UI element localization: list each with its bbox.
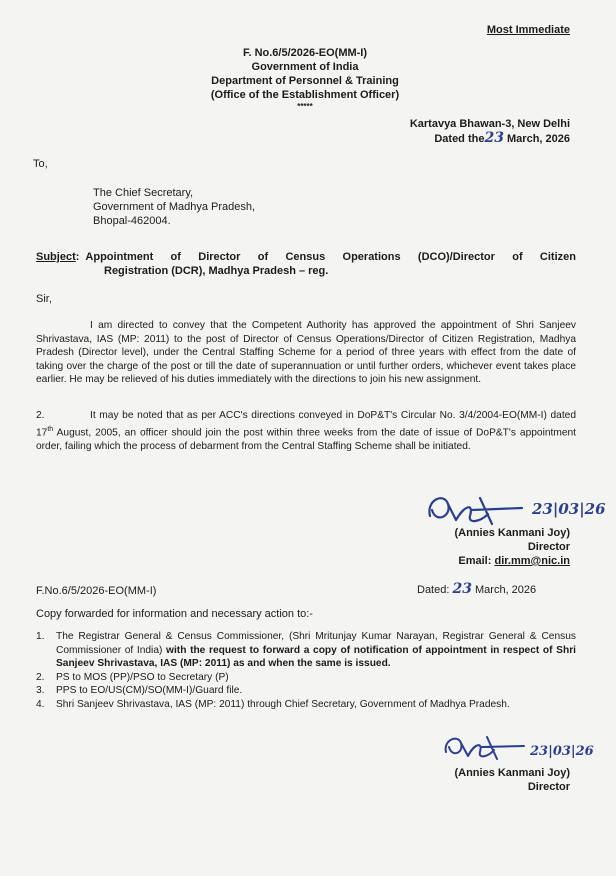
copy-file-number: F.No.6/5/2026-EO(MM-I): [36, 585, 157, 597]
body-paragraph-1: I am directed to convey that the Competent Authority has approved the appointment of Shri Sanjeev Shrivastava, IAS (MP: 2011) to the post of Director of Census Operations/Director of Citizen Registration, Madhya Pradesh (Director level), under the Central Staffing Scheme for a period of three years with effect from the date of taking over the charge of the post or till the date of superannuation or until further orders, whichever event takes place earlier. He may be relieved of his duties immediately with the directions to join his new assignment.: [36, 320, 576, 386]
subject-text-line-1: Appointment of Director of Census Operations (DCO)/Director of Citizen: [85, 251, 576, 263]
date-suffix: March, 2026: [503, 133, 570, 145]
list-item: [36, 630, 576, 671]
signature-1-handwritten-date: 23|03|26: [532, 500, 606, 518]
copy-handwritten-day: 23: [452, 581, 472, 597]
list-item-bold-text: with the request to forward a copy of notification of appointment in respect of Shri Sanjeev Shrivastava, IAS (MP: 2011) as and when the same is issued.: [56, 644, 576, 670]
signature-2-block: [454, 766, 570, 794]
list-item-number: 1.: [36, 631, 45, 642]
signatory-email-line: [454, 554, 570, 568]
para-2-superscript: th: [47, 425, 54, 433]
list-item-text: Shri Sanjeev Shrivastava, IAS (MP: 2011) through Chief Secretary, Government of Madhya Pradesh.: [56, 698, 510, 710]
header-stars: *****: [297, 102, 313, 111]
subject-block: [36, 250, 576, 278]
para-2-text-b: August, 2005, an officer should join the post within three weeks from the date of issue of DoP&T's appointment order, failing which the process of debarment from the Central Staffing Scheme shall be initiated.: [36, 426, 576, 452]
signatory-name: (Annies Kanmani Joy): [454, 527, 570, 539]
to-label: To,: [33, 158, 48, 170]
list-item: [36, 684, 576, 698]
subject-label: Subject: [36, 251, 76, 263]
list-item-text: PPS to EO/US(CM)/SO(MM-I)/Guard file.: [56, 685, 243, 697]
list-item-number: 2.: [36, 671, 45, 683]
signatory-2-designation: Director: [527, 781, 570, 793]
handwritten-date-day: 23: [484, 130, 504, 146]
subject-line-1: [36, 250, 576, 264]
date-prefix: Dated the: [434, 133, 485, 145]
place-date-block: [410, 117, 570, 146]
para-2-text-a: It may be noted that as per ACC's directions conveyed in DoP&T's Circular No. 3/4/2004-EO(MM-I) dated 17: [36, 410, 576, 438]
header-block: [170, 46, 440, 111]
signatory-designation: Director: [527, 541, 570, 553]
list-item-text: PS to MOS (PP)/PSO to Secretary (P): [56, 671, 229, 683]
body-paragraph-2: [36, 409, 576, 453]
list-item-number: 4.: [36, 698, 45, 710]
copy-date: [417, 582, 536, 597]
signatory-2-name: (Annies Kanmani Joy): [454, 767, 570, 779]
addressee-line-2: Government of Madhya Pradesh,: [93, 201, 256, 213]
office-name: (Office of the Establishment Officer): [210, 89, 400, 101]
salutation: Sir,: [36, 293, 52, 305]
priority-label: Most Immediate: [486, 24, 570, 36]
subject-text-line-2: Registration (DCR), Madhya Pradesh – reg.: [104, 265, 329, 277]
signature-2-scribble: [440, 728, 530, 768]
list-item: [36, 671, 576, 685]
signature-2-handwritten-date: 23|03|26: [530, 744, 594, 759]
file-number: F. No.6/5/2026-EO(MM-I): [242, 47, 368, 59]
copy-dated-label: Dated:: [417, 584, 453, 596]
date-line: [410, 131, 570, 146]
copy-list: [36, 630, 576, 712]
government-name: Government of India: [251, 61, 359, 73]
copy-intro: Copy forwarded for information and necessary action to:-: [36, 608, 313, 620]
subject-colon: :: [75, 251, 80, 263]
email-label: Email:: [458, 555, 495, 567]
addressee-line-1: The Chief Secretary,: [93, 187, 194, 199]
copy-dated-rest: March, 2026: [471, 584, 537, 596]
para-2-number: 2.: [36, 410, 45, 421]
list-item: [36, 698, 576, 712]
place-line: Kartavya Bhawan-3, New Delhi: [409, 118, 570, 130]
list-item-number: 3.: [36, 685, 45, 697]
addressee-block: [93, 186, 255, 228]
addressee-line-3: Bhopal-462004.: [93, 215, 171, 227]
email-link[interactable]: dir.mm@nic.in: [494, 555, 570, 567]
signature-1-block: [454, 526, 570, 568]
list-item-text: The Registrar General & Census Commissioner, (Shri Mritunjay Kumar Narayan, Registrar General & Census Commissioner of India): [56, 631, 576, 656]
department-name: Department of Personnel & Training: [211, 75, 399, 87]
